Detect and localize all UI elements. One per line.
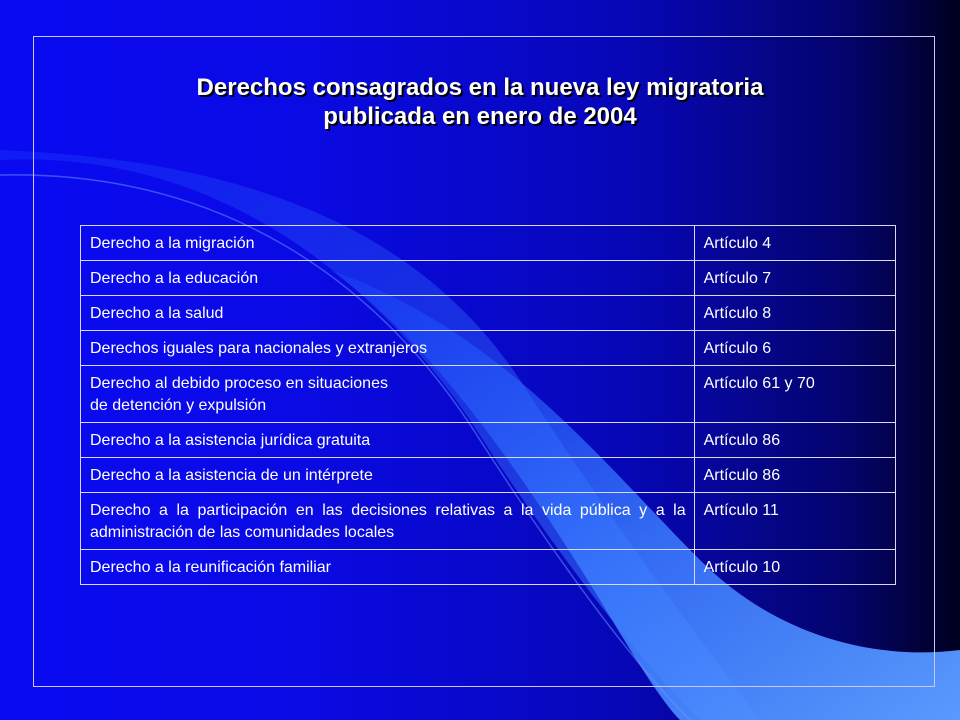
table-row [81, 458, 896, 493]
article-cell: Artículo 4 [694, 226, 895, 261]
table-row [81, 331, 896, 366]
table-row [81, 493, 896, 550]
table-row [81, 296, 896, 331]
article-cell: Artículo 8 [694, 296, 895, 331]
article-cell: Artículo 61 y 70 [694, 366, 895, 423]
right-name-cell: Derecho a la salud [81, 296, 695, 331]
article-cell: Artículo 7 [694, 261, 895, 296]
right-name-cell: Derecho a la asistencia de un intérprete [81, 458, 695, 493]
table-row [81, 366, 896, 423]
table-row [81, 423, 896, 458]
right-name-cell: Derechos iguales para nacionales y extranjeros [81, 331, 695, 366]
right-name-cell: Derecho al debido proceso en situaciones de detención y expulsión [81, 366, 695, 423]
right-name-cell: Derecho a la asistencia jurídica gratuita [81, 423, 695, 458]
table-row [81, 226, 896, 261]
table-row [81, 550, 896, 585]
right-name-cell: Derecho a la reunificación familiar [81, 550, 695, 585]
rights-table [80, 225, 896, 585]
article-cell: Artículo 86 [694, 423, 895, 458]
slide-title-line-1: Derechos consagrados en la nueva ley migratoria [196, 74, 764, 101]
article-cell: Artículo 11 [694, 493, 895, 550]
table-row [81, 261, 896, 296]
slide-title [0, 73, 960, 131]
right-name-cell: Derecho a la educación [81, 261, 695, 296]
article-cell: Artículo 86 [694, 458, 895, 493]
article-cell: Artículo 6 [694, 331, 895, 366]
slide-title-line-2: publicada en enero de 2004 [323, 103, 637, 130]
article-cell: Artículo 10 [694, 550, 895, 585]
right-name-cell: Derecho a la participación en las decisiones relativas a la vida pública y a la administración de las comunidades locales [81, 493, 695, 550]
right-name-cell: Derecho a la migración [81, 226, 695, 261]
